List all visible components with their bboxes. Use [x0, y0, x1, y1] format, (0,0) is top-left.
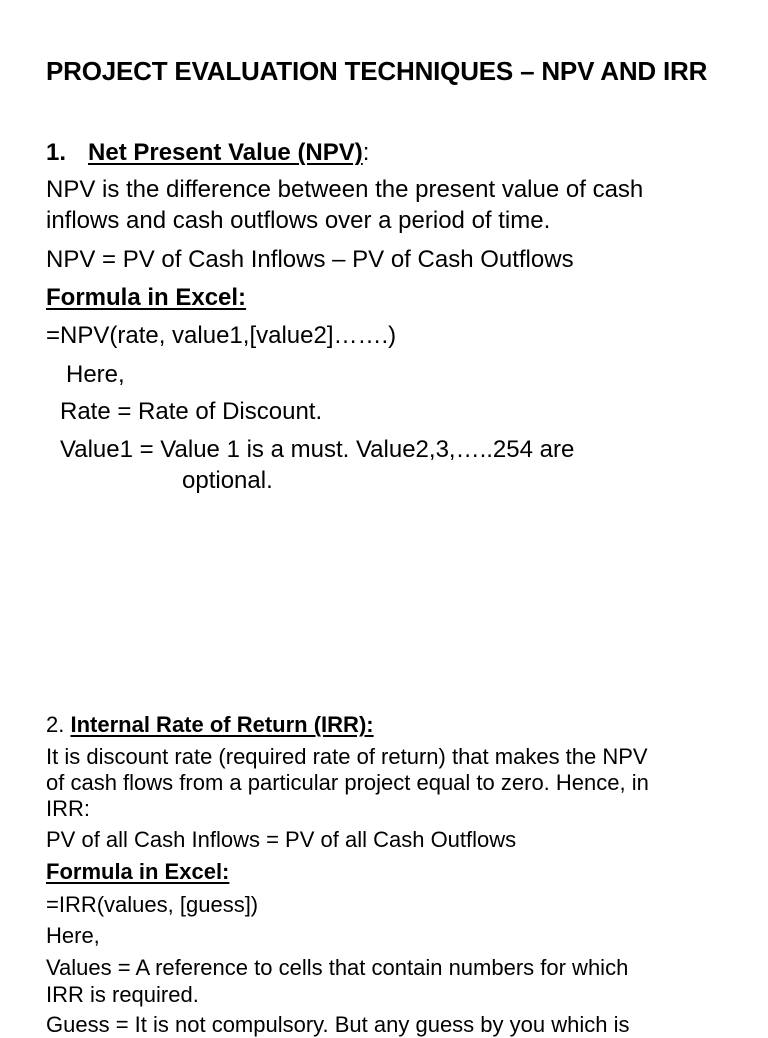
npv-value-description-line-2: optional.	[182, 467, 273, 494]
irr-definition-line-2: of cash flows from a particular project equal to zero. Hence, in	[46, 770, 649, 795]
irr-equation: PV of all Cash Inflows = PV of all Cash Outflows	[46, 827, 517, 852]
npv-formula-label: Formula in Excel:	[46, 284, 247, 311]
irr-formula-label: Formula in Excel:	[46, 859, 230, 884]
npv-here: Here,	[66, 361, 125, 388]
irr-here: Here,	[46, 923, 100, 948]
npv-section-number: 1.	[46, 139, 67, 166]
npv-definition-line-1: NPV is the difference between the present value of cash	[46, 176, 644, 203]
npv-rate-description: Rate = Rate of Discount.	[60, 398, 323, 425]
npv-equation: NPV = PV of Cash Inflows – PV of Cash Outflows	[46, 246, 574, 273]
npv-definition-line-2: inflows and cash outflows over a period of time.	[46, 207, 551, 234]
npv-heading-colon: :	[362, 139, 370, 166]
irr-heading-line	[46, 712, 374, 738]
irr-values-description-line-2: IRR is required.	[46, 982, 199, 1007]
npv-heading-line	[46, 139, 369, 167]
npv-heading: Net Present Value (NPV)	[88, 139, 363, 166]
irr-values-description-line-1: Values = A reference to cells that contain numbers for which	[46, 955, 629, 980]
npv-value-description-line-1: Value1 = Value 1 is a must. Value2,3,…..254 are	[60, 436, 575, 463]
irr-definition-line-3: IRR:	[46, 796, 90, 821]
npv-excel-formula: =NPV(rate, value1,[value2]…….)	[46, 322, 397, 349]
irr-heading: Internal Rate of Return (IRR):	[70, 712, 374, 737]
page-title: PROJECT EVALUATION TECHNIQUES – NPV AND IRR	[46, 56, 708, 86]
irr-guess-description-partial: Guess = It is not compulsory. But any guess by you which is	[46, 1012, 630, 1037]
irr-definition-line-1: It is discount rate (required rate of return) that makes the NPV	[46, 744, 648, 769]
irr-section-number: 2.	[46, 712, 65, 737]
irr-excel-formula: =IRR(values, [guess])	[46, 892, 259, 917]
